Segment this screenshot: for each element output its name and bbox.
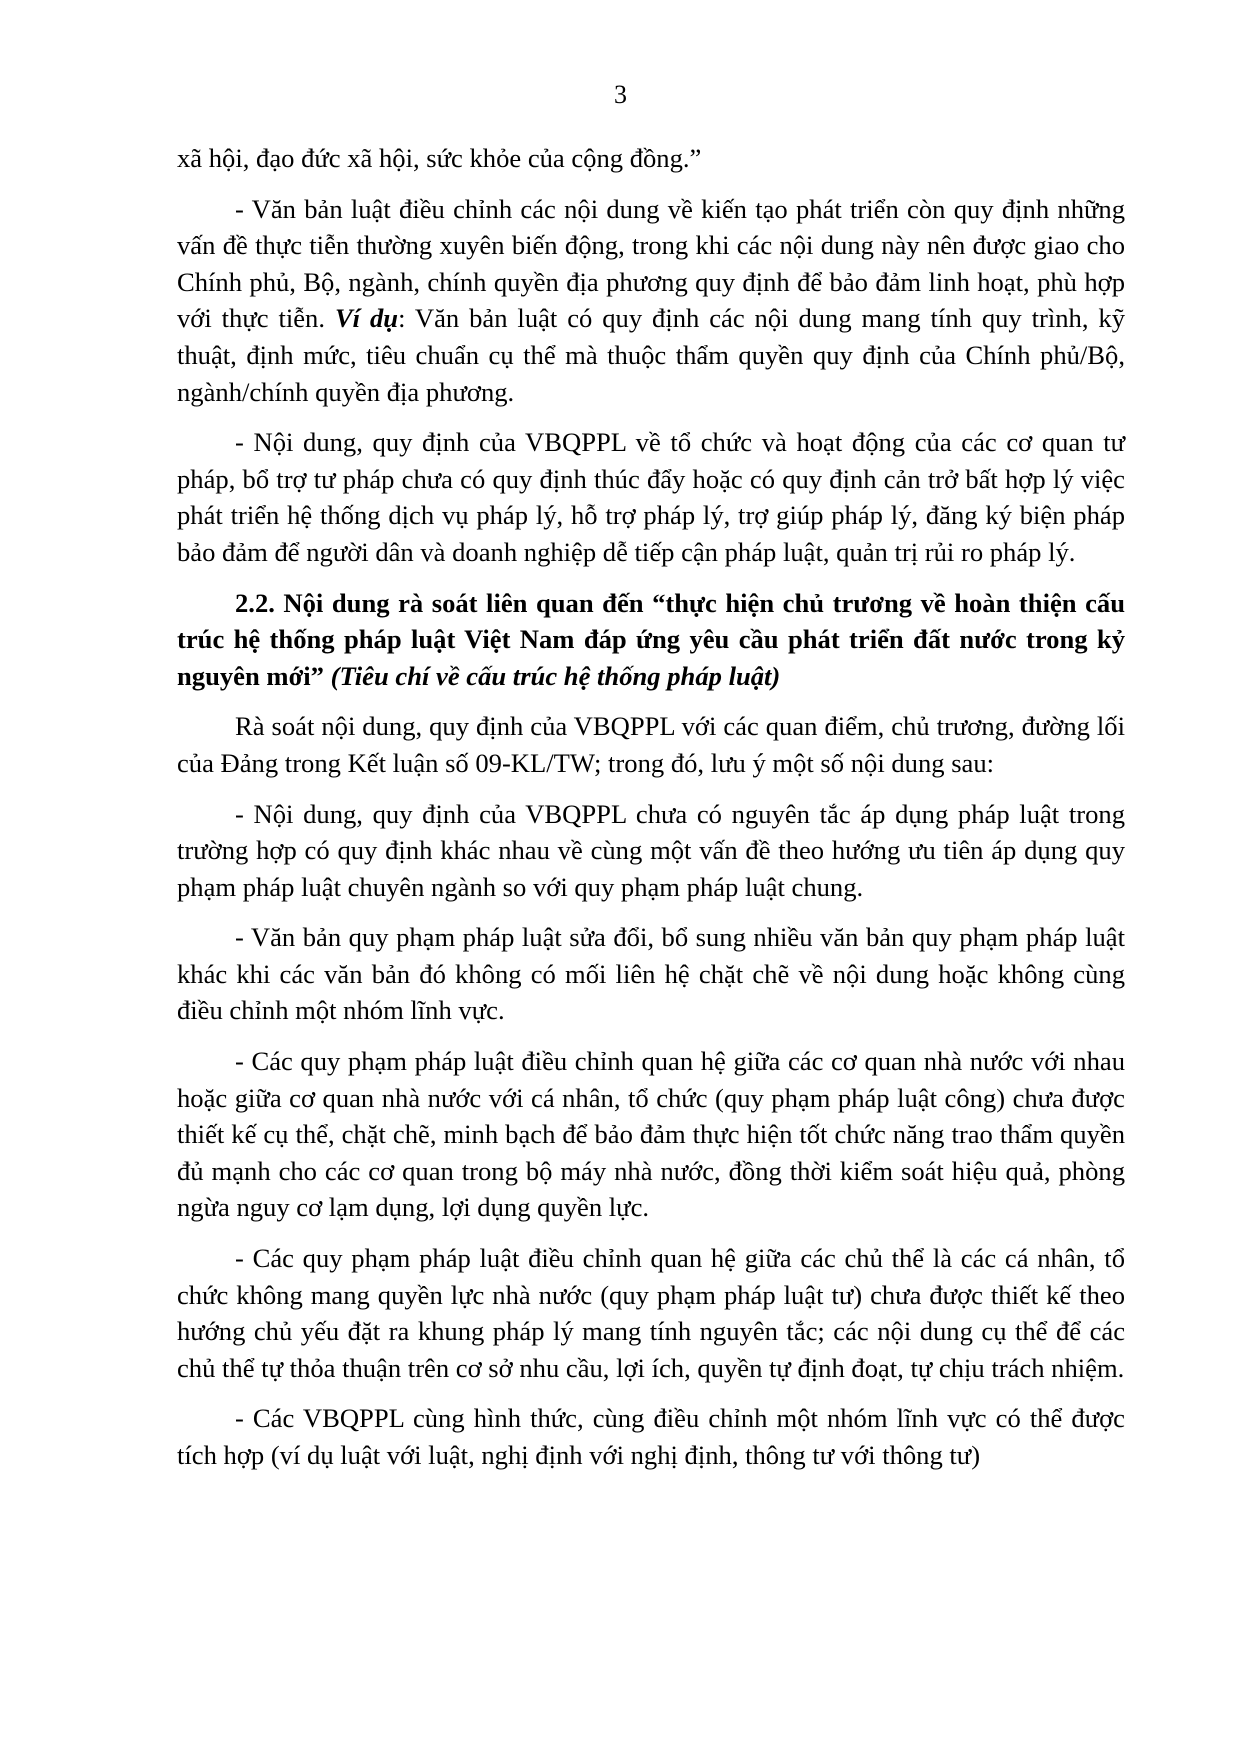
page-number: 3 [614, 80, 627, 109]
paragraph-development-content [177, 191, 1125, 411]
paragraph-integration: - Các VBQPPL cùng hình thức, cùng điều chỉnh một nhóm lĩnh vực có thể được tích hợp (ví dụ luật với luật, nghị định với nghị định, thông tư với thông tư) [177, 1403, 1125, 1470]
paragraph-amending-documents: - Văn bản quy phạm pháp luật sửa đổi, bổ sung nhiều văn bản quy phạm pháp luật khác khi các văn bản đó không có mối liên hệ chặt chẽ về nội dung hoặc không cùng điều chỉnh một nhóm lĩnh vực. [177, 922, 1125, 1026]
paragraph-continuation: xã hội, đạo đức xã hội, sức khỏe của cộng đồng.” [177, 143, 702, 173]
example-label: Ví dụ [334, 303, 399, 334]
paragraph-judicial-agencies: - Nội dung, quy định của VBQPPL về tổ chức và hoạt động của các cơ quan tư pháp, bổ trợ tư pháp chưa có quy định thúc đẩy hoặc có quy định cản trở bất hợp lý việc phát triển hệ thống dịch vụ pháp lý, hỗ trợ pháp lý, trợ giúp pháp lý, đăng ký biện pháp bảo đảm để người dân và doanh nghiệp dễ tiếp cận pháp luật, quản trị rủi ro pháp lý. [177, 427, 1125, 567]
paragraph-public-law: - Các quy phạm pháp luật điều chỉnh quan hệ giữa các cơ quan nhà nước với nhau hoặc giữa cơ quan nhà nước với cá nhân, tổ chức (quy phạm pháp luật công) chưa được thiết kế cụ thể, chặt chẽ, minh bạch để bảo đảm thực hiện tốt chức năng trao thẩm quyền đủ mạnh cho các cơ quan trong bộ máy nhà nước, đồng thời kiểm soát hiệu quả, phòng ngừa nguy cơ lạm dụng, lợi dụng quyền lực. [177, 1046, 1125, 1223]
paragraph-review-intro: Rà soát nội dung, quy định của VBQPPL với các quan điểm, chủ trương, đường lối của Đảng trong Kết luận số 09-KL/TW; trong đó, lưu ý một số nội dung sau: [177, 711, 1125, 778]
paragraph-text: - Văn bản luật điều chỉnh các nội dung về kiến tạo phát triển còn quy định những vấn đề thực tiễn thường xuyên biến động, trong khi các nội dung này nên được giao cho Chính phủ, Bộ, ngành, chính quyền địa phương quy định để bảo đảm linh hoạt, phù hợp với thực tiễn. [177, 193, 1125, 334]
paragraph-text-tail: : Văn bản luật có quy định các nội dung mang tính quy trình, kỹ thuật, định mức, tiêu chuẩn cụ thể mà thuộc thẩm quyền quy định của Chính phủ/Bộ, ngành/chính quyền địa phương. [177, 303, 1126, 407]
section-heading-2-2 [177, 585, 1125, 695]
heading-text: 2.2. Nội dung rà soát liên quan đến “thực hiện chủ trương về hoàn thiện cấu trúc hệ thống pháp luật Việt Nam đáp ứng yêu cầu phát triển đất nước trong kỷ nguyên mới” [177, 587, 1125, 691]
heading-criteria: (Tiêu chí về cấu trúc hệ thống pháp luật) [330, 660, 781, 691]
document-body [177, 140, 1125, 1488]
paragraph-private-law: - Các quy phạm pháp luật điều chỉnh quan hệ giữa các chủ thể là các cá nhân, tổ chức không mang quyền lực nhà nước (quy phạm pháp luật tư) chưa được thiết kế theo hướng chủ yếu đặt ra khung pháp lý mang tính nguyên tắc; các nội dung cụ thể để các chủ thể tự thỏa thuận trên cơ sở nhu cầu, lợi ích, quyền tự định đoạt, tự chịu trách nhiệm. [177, 1243, 1125, 1383]
paragraph-application-principle: - Nội dung, quy định của VBQPPL chưa có nguyên tắc áp dụng pháp luật trong trường hợp có quy định khác nhau về cùng một vấn đề theo hướng ưu tiên áp dụng quy phạm pháp luật chuyên ngành so với quy phạm pháp luật chung. [177, 798, 1125, 902]
